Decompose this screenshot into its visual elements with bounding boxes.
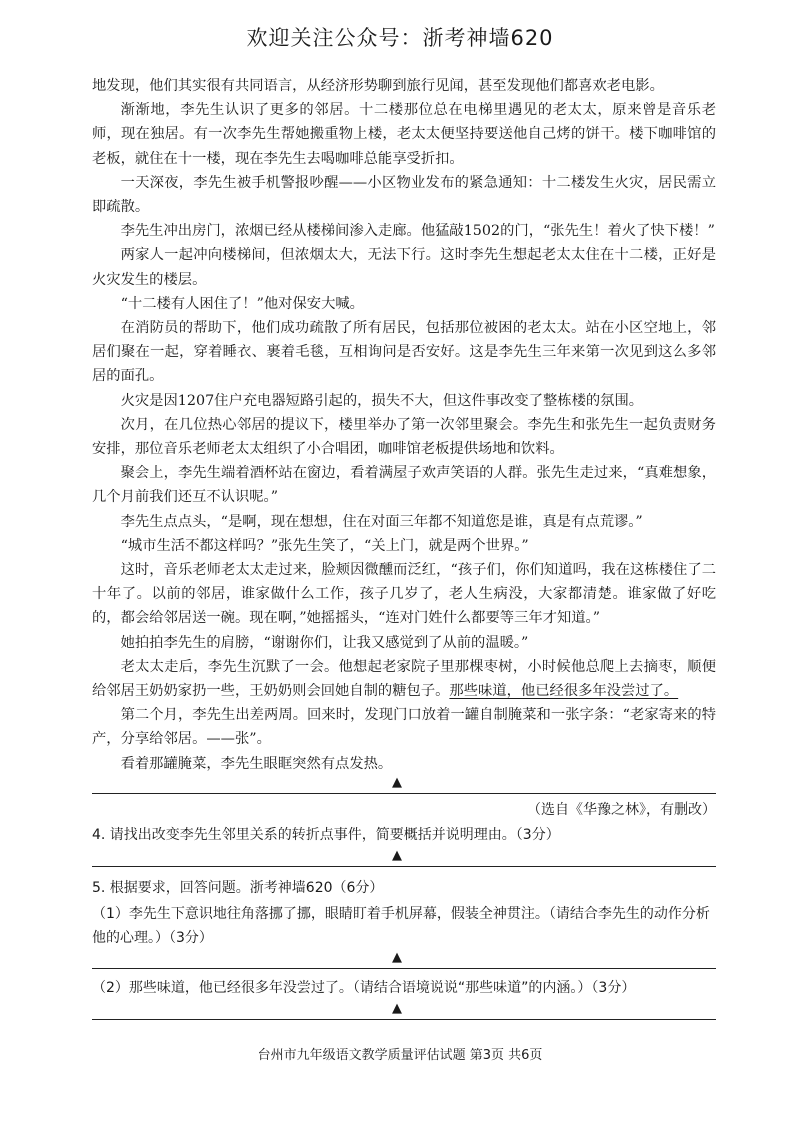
paragraph: 李先生冲出房门，浓烟已经从楼梯间渗入走廊。他猛敲1502的门，“张先生！着火了快下楼！” xyxy=(120,223,715,240)
paragraph: “城市生活不都这样吗？”张先生笑了，“关上门，就是两个世界。” xyxy=(120,537,529,554)
triangle-icon: ▲ xyxy=(392,950,402,965)
paragraph: 两家人一起冲向楼梯间，但浓烟太大，无法下行。这时李先生想起老太太住在十二楼，正好是火灾发生的楼层。 xyxy=(92,247,716,288)
divider xyxy=(92,1019,716,1020)
divider xyxy=(92,793,716,794)
triangle-icon: ▲ xyxy=(392,848,402,863)
paragraph: 第二个月，李先生出差两周。回来时，发现门口放着一罐自制腌菜和一张字条：“老家寄来的特产，分享给邻居。——张”。 xyxy=(92,707,716,748)
triangle-icon: ▲ xyxy=(392,1001,402,1016)
paragraph: 她拍拍李先生的肩膀，“谢谢你们，让我又感觉到了从前的温暖。” xyxy=(120,634,529,651)
page-footer: 台州市九年级语文教学质量评估试题 第3页 共6页 xyxy=(257,1048,543,1063)
underlined-sentence: 那些味道，他已经很多年没尝过了。 xyxy=(449,683,679,700)
story-text xyxy=(92,74,716,776)
triangle-icon: ▲ xyxy=(392,775,402,790)
answer-line[interactable] xyxy=(92,776,716,796)
paragraph xyxy=(92,655,716,703)
paragraph: 次月，在几位热心邻居的提议下，楼里举办了第一次邻里聚会。李先生和张先生一起负责财务安排，那位音乐老师老太太组织了小合唱团，咖啡馆老板提供场地和饮料。 xyxy=(92,416,716,458)
divider xyxy=(92,866,716,867)
divider xyxy=(92,968,716,969)
paragraph: 这时，音乐老师老太太走过来，脸颊因微醺而泛红，“孩子们，你们知道吗，我在这栋楼住了二十年了。以前的邻居，谁家做什么工作，孩子几岁了，老人生病没，大家都清楚。谁家做了好吃的，都会给邻居送一碗。现在啊，”她摇摇头，“连对门姓什么都要等三年才知道。” xyxy=(92,562,716,627)
answer-line[interactable] xyxy=(92,849,716,869)
question-5-1: （1）李先生下意识地往角落挪了挪，眼睛盯着手机屏幕，假装全神贯注。（请结合李先生的动作分析他的心理。）（3分） xyxy=(92,906,710,946)
paragraph: 一天深夜，李先生被手机警报吵醒——小区物业发布的紧急通知：十二楼发生火灾，居民需立即疏散。 xyxy=(92,174,716,216)
source-note: （选自《华豫之林》，有删改） xyxy=(527,802,716,818)
paragraph: 聚会上，李先生端着酒杯站在窗边，看着满屋子欢声笑语的人群。张先生走过来，“真难想象，几个月前我们还互不认识呢。” xyxy=(92,465,716,506)
question-5: 5. 根据要求，回答问题。浙考神墙620（6分） xyxy=(92,880,384,896)
paragraph: 李先生点点头，“是啊，现在想想，住在对面三年都不知道您是谁，真是有点荒谬。” xyxy=(120,513,643,530)
paragraph-text: 老太太走后，李先生沉默了一会。他想起老家院子里那棵枣树，小时候他总爬上去摘枣，顺便给邻居王奶奶家扔一些，王奶奶则会回她自制的糖包子。 xyxy=(92,658,716,700)
answer-line[interactable] xyxy=(92,951,716,971)
paragraph: 火灾是因1207住户充电器短路引起的，损失不大，但这件事改变了整栋楼的氛围。 xyxy=(120,392,644,409)
question-4: 4. 请找出改变李先生邻里关系的转折点事件，简要概括并说明理由。（3分） xyxy=(92,827,560,843)
page-header: 欢迎关注公众号：浙考神墙620 xyxy=(246,26,554,50)
paragraph: 渐渐地，李先生认识了更多的邻居。十二楼那位总在电梯里遇见的老太太，原来曾是音乐老师，现在独居。有一次李先生帮她搬重物上楼，老太太便坚持要送他自己烤的饼干。楼下咖啡馆的老板，就住在十一楼，现在李先生去喝咖啡总能享受折扣。 xyxy=(92,102,716,167)
paragraph: “十二楼有人困住了！”他对保安大喊。 xyxy=(120,295,364,312)
paragraph: 看着那罐腌菜，李先生眼眶突然有点发热。 xyxy=(120,755,393,772)
paragraph: 在消防员的帮助下，他们成功疏散了所有居民，包括那位被困的老太太。站在小区空地上，邻居们聚在一起，穿着睡衣、裹着毛毯，互相询问是否安好。这是李先生三年来第一次见到这么多邻居的面孔。 xyxy=(92,320,716,385)
question-5-2: （2）那些味道，他已经很多年没尝过了。（请结合语境说说“那些味道”的内涵。）（3分） xyxy=(92,980,636,996)
paragraph: 地发现，他们其实很有共同语言，从经济形势聊到旅行见闻，甚至发现他们都喜欢老电影。 xyxy=(92,78,664,94)
answer-line[interactable] xyxy=(92,1002,716,1022)
